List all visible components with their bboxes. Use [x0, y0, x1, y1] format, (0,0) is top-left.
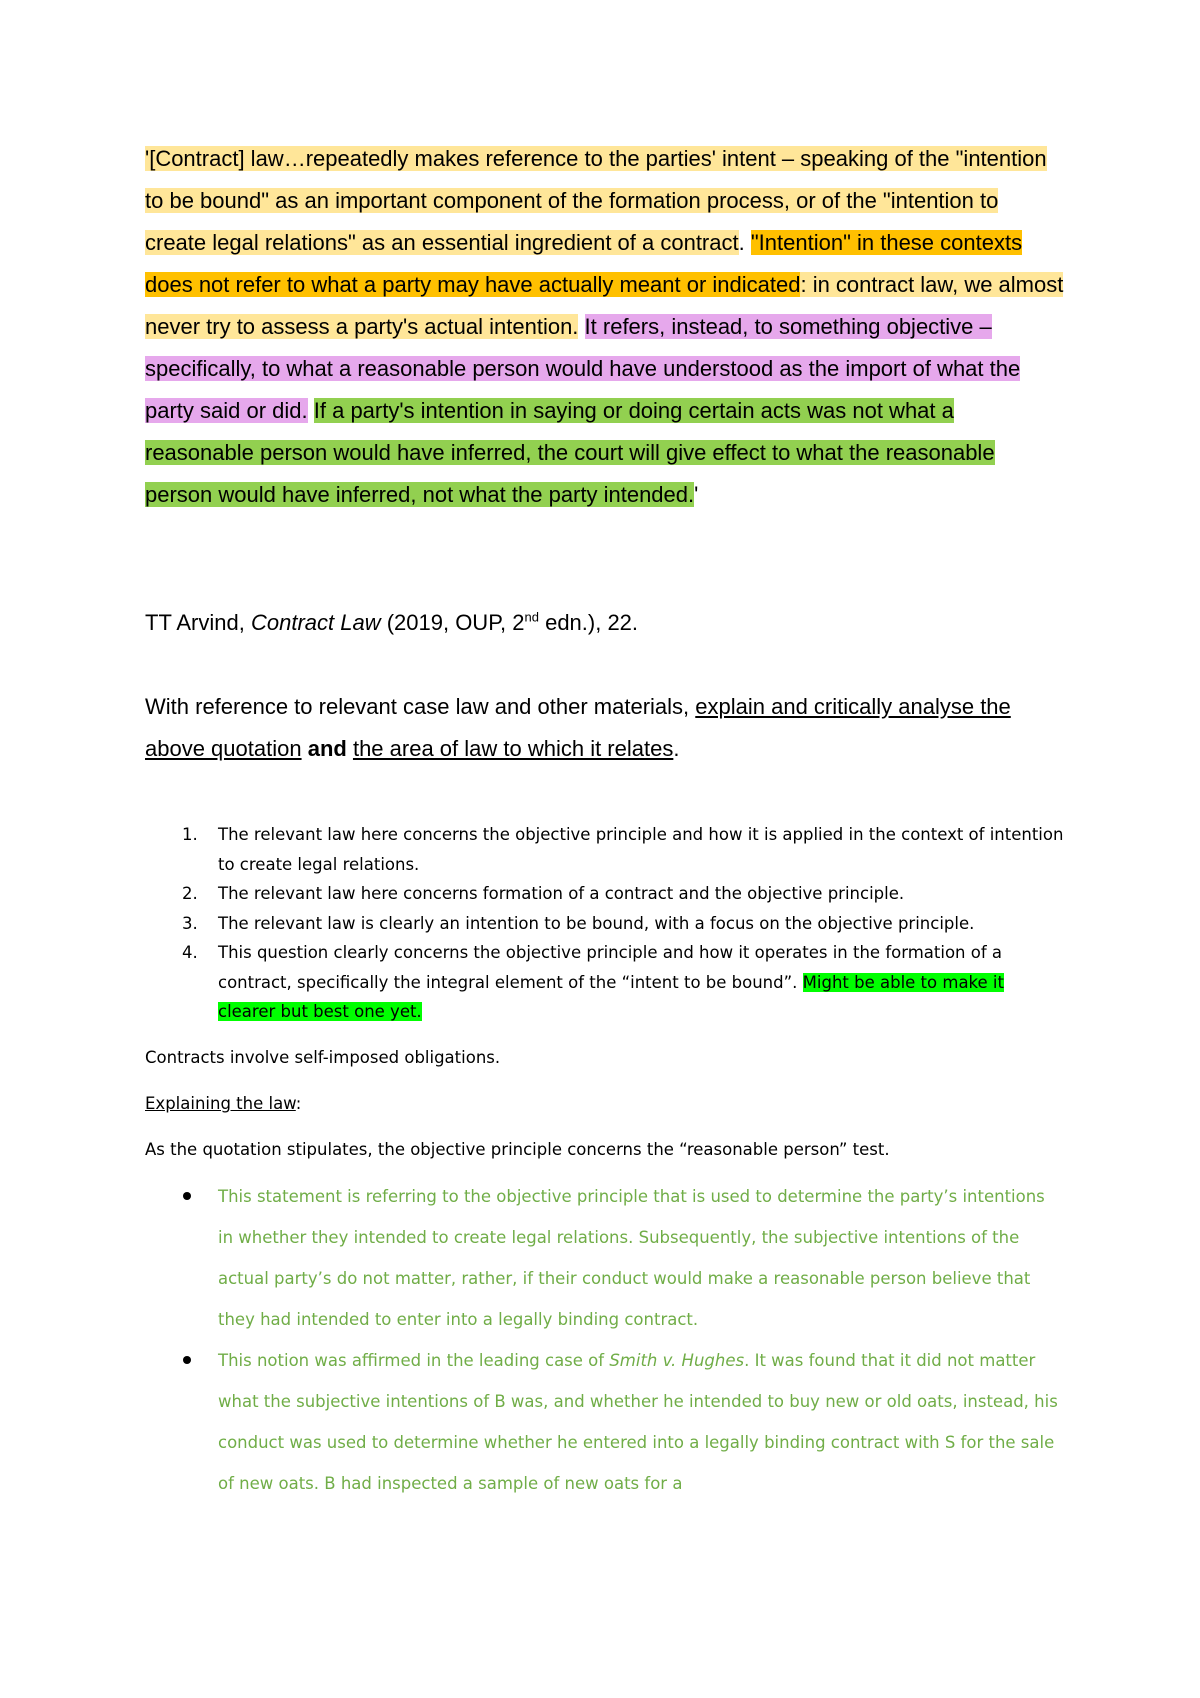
section-heading-colon: :	[295, 1094, 302, 1113]
list-item	[145, 938, 1065, 1027]
bullet-icon	[183, 1192, 191, 1200]
citation-end: edn.), 22.	[538, 610, 639, 635]
quote-segment-yellow: '[Contract] law…repeatedly makes reference to the parties' intent – speaking of the "intention to be bound" as an important component of the formation process, or of the "intention to create legal relations" as an essential ingredient of a contract	[145, 146, 1047, 255]
list-item	[145, 909, 1065, 939]
quote-segment-period: .	[738, 230, 745, 255]
list-number: 1.	[182, 825, 198, 844]
quote-segment-orange: "Intention" in these contexts does not refer to what a party may have actually meant or indicated	[145, 230, 1023, 297]
list-item	[145, 820, 1065, 879]
list-item	[145, 879, 1065, 909]
essay-question	[145, 686, 1065, 770]
list-number: 3.	[182, 913, 198, 933]
bullet-text-pre: This notion was affirmed in the leading case of	[218, 1351, 610, 1370]
list-item	[145, 1340, 1065, 1504]
question-text: With reference to relevant case law and other materials,	[145, 694, 696, 719]
question-bold: and	[307, 736, 347, 761]
paragraph-quotation-stipulates: As the quotation stipulates, the objective principle concerns the “reasonable person” test.	[145, 1140, 890, 1159]
list-item-text: The relevant law here concerns the objective principle and how it is applied in the context of intention to create legal relations.	[218, 825, 1064, 874]
section-heading	[145, 1089, 1065, 1118]
paragraph-obligations: Contracts involve self-imposed obligations.	[145, 1048, 501, 1067]
question-underlined-2: the area of law to which it relates	[352, 736, 674, 761]
quote-segment-pink: It refers, instead, to something objective – specifically, to what a reasonable person would have understood as the import of what the party said or did.	[145, 314, 1021, 423]
citation-superscript: nd	[524, 609, 539, 625]
citation	[145, 602, 1065, 644]
question-end: .	[673, 736, 680, 761]
bullet-text-post: . It was found that it did not matter what the subjective intentions of B was, and whether he intended to buy new or old oats, instead, his conduct was used to determine whether he entered into a legally binding contract with S for the sale of new oats. B had inspected a sample of new oats for a	[218, 1351, 1058, 1493]
list-item-text: The relevant law here concerns formation of a contract and the objective principle.	[218, 884, 905, 903]
list-item-text: This question clearly concerns the objective principle and how it operates in the formation of a contract, specifically the integral element of the “intent to be bound”.	[218, 943, 1003, 992]
quote-segment-yellow-2: : in contract law, we almost never try to assess a party's actual intention.	[145, 272, 1064, 339]
list-number: 2.	[182, 884, 198, 903]
numbered-list	[145, 820, 1065, 1027]
citation-details: (2019, OUP, 2	[380, 610, 525, 635]
bullet-text: This statement is referring to the objective principle that is used to determine the party’s intentions in whether they intended to create legal relations. Subsequently, the subjective intentions of the actual party’s do not matter, rather, if their conduct would make a reasonable person believe that they had intended to enter into a legally binding contract.	[218, 1187, 1045, 1329]
quotation-block	[145, 138, 1065, 516]
bullet-list	[145, 1176, 1065, 1504]
quote-segment-close: '	[694, 482, 699, 507]
bullet-icon	[183, 1356, 191, 1364]
question-underlined-1: explain and critically analyse the above quotation	[145, 694, 1011, 761]
list-item-note: Might be able to make it clearer but best one yet.	[218, 972, 1004, 1021]
quote-segment-green: If a party's intention in saying or doing certain acts was not what a reasonable person would have inferred, the court will give effect to what the reasonable person would have inferred, not what the party intended.	[145, 398, 995, 507]
list-item	[145, 1176, 1065, 1340]
citation-author: TT Arvind,	[145, 610, 251, 635]
list-item-text: The relevant law is clearly an intention to be bound, with a focus on the objective principle.	[218, 913, 975, 933]
citation-title: Contract Law	[250, 610, 381, 635]
section-heading-text: Explaining the law	[145, 1094, 296, 1113]
case-name: Smith v. Hughes	[609, 1351, 745, 1370]
list-number: 4.	[182, 943, 198, 962]
